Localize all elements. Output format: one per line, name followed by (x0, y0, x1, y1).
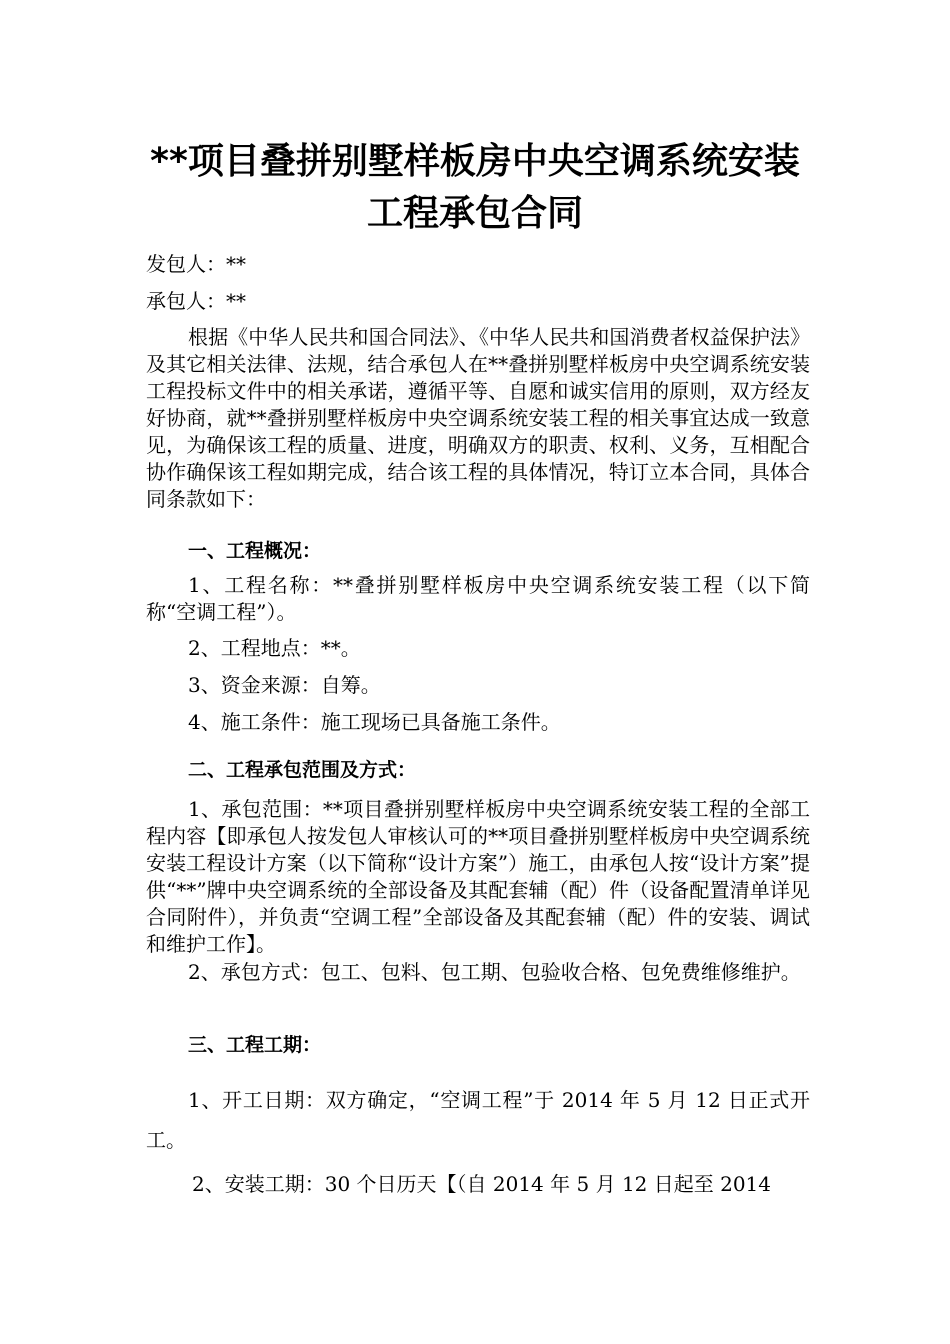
section-1-item-4: 4、施工条件：施工现场已具备施工条件。 (188, 710, 561, 734)
party-b: 承包人：** (146, 289, 246, 313)
document-title-line-2: 工程承包合同 (366, 193, 583, 234)
section-3-item-1: 1、开工日期：双方确定，“空调工程”于 2014 年 5 月 12 日正式开工。 (146, 1088, 810, 1152)
party-a: 发包人：** (146, 252, 246, 276)
section-1-item-3: 3、资金来源：自筹。 (188, 673, 381, 697)
section-1-item-2: 2、工程地点：**。 (188, 636, 361, 660)
section-3-heading: 三、工程工期： (188, 1034, 322, 1056)
document-title-line-1: **项目叠拼别墅样板房中央空调系统安装 (150, 141, 800, 182)
section-1-item-1: 1、工程名称：**叠拼别墅样板房中央空调系统安装工程（以下简称“空调工程”）。 (146, 573, 810, 624)
section-1-heading: 一、工程概况： (188, 540, 322, 562)
section-2-item-2: 2、承包方式：包工、包料、包工期、包验收合格、包免费维修维护。 (188, 960, 801, 984)
section-2-item-1: 1、承包范围：**项目叠拼别墅样板房中央空调系统安装工程的全部工程内容【即承包人按发包人审核认可的**项目叠拼别墅样板房中央空调系统安装工程设计方案（以下简称“设计方案”）施工，由承包人按“设计方案”提供“**”牌中央空调系统的全部设备及其配套辅（配）件（设备配置清单详见合同附件），并负责“空调工程”全部设备及其配套辅（配）件的安装、调试和维护工作】。 (146, 797, 810, 956)
section-3-item-2: 2、安装工期：30 个日历天【（自 2014 年 5 月 12 日起至 2014 (192, 1172, 772, 1196)
preamble-paragraph: 根据《中华人民共和国合同法》、《中华人民共和国消费者权益保护法》及其它相关法律、法规，结合承包人在**叠拼别墅样板房中央空调系统安装工程投标文件中的相关承诺，遵循平等、自愿和诚实信用的原则，双方经友好协商，就**叠拼别墅样板房中央空调系统安装工程的相关事宜达成一致意见，为确保该工程的质量、进度，明确双方的职责、权利、义务，互相配合协作确保该工程如期完成，结合该工程的具体情况，特订立本合同，具体合同条款如下： (146, 325, 810, 511)
section-2-heading: 二、工程承包范围及方式： (188, 759, 417, 781)
